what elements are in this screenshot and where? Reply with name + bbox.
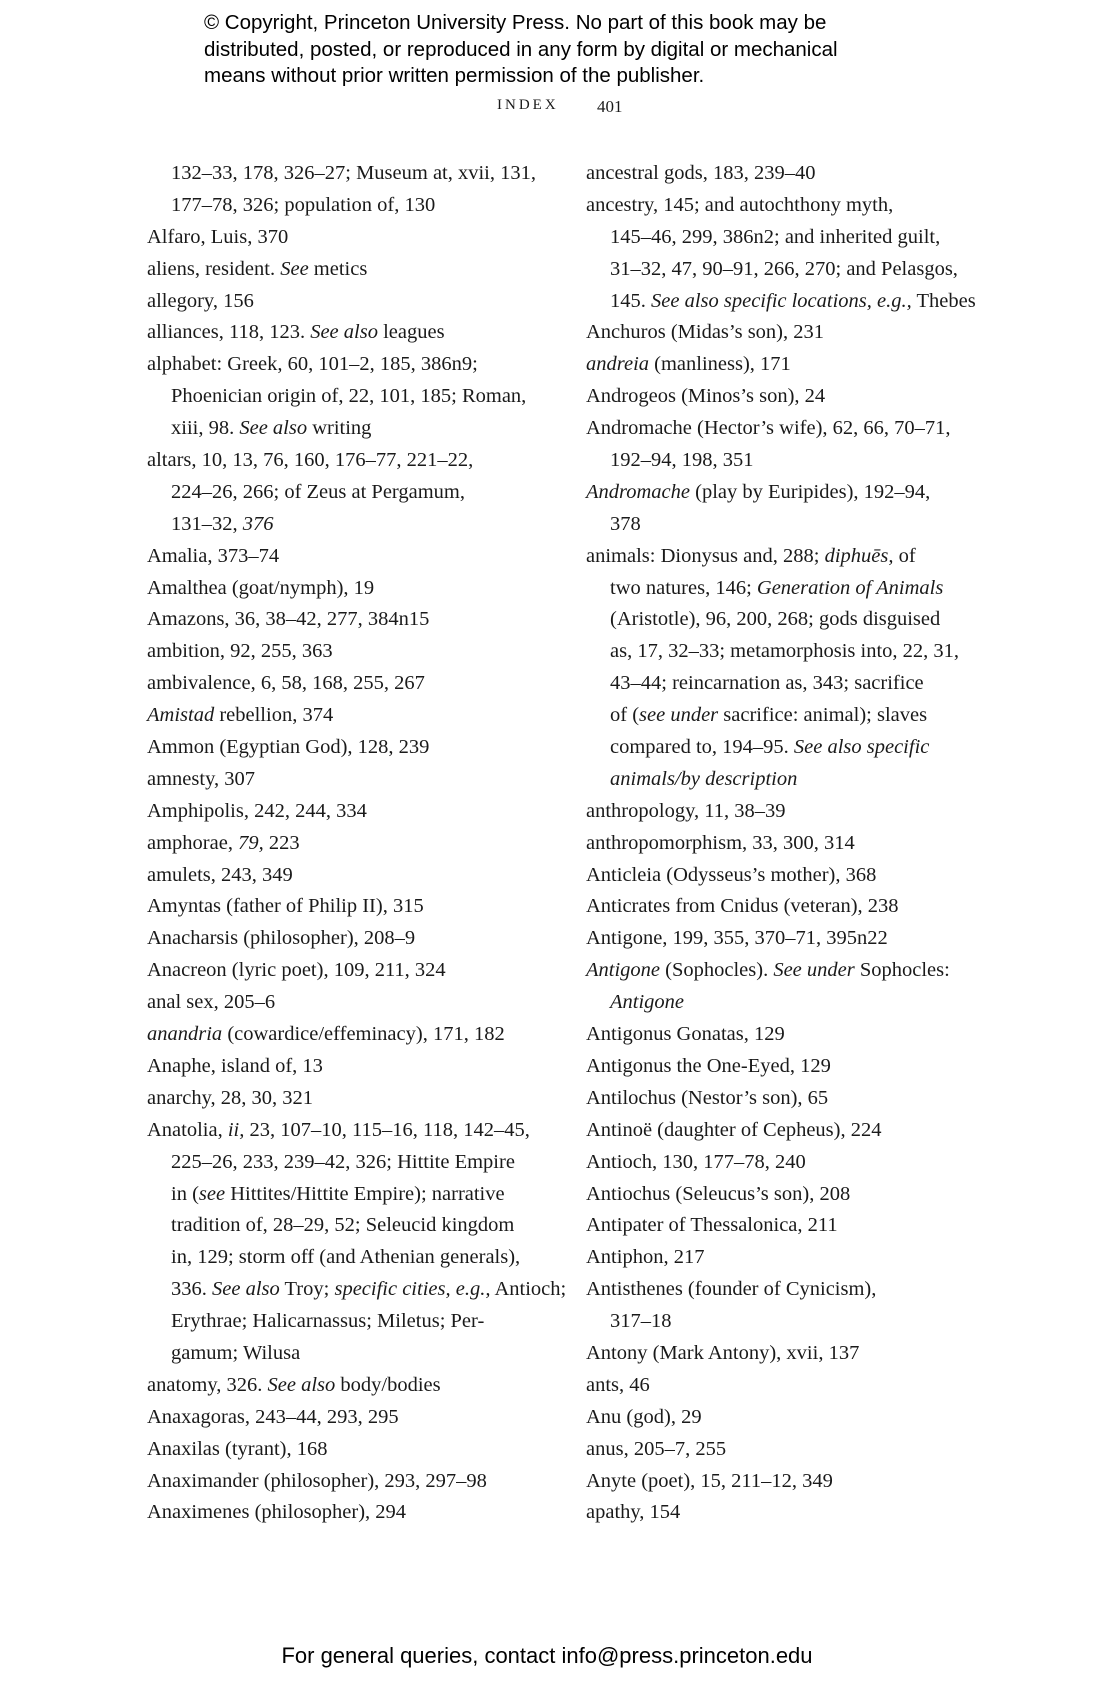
copyright-line: distributed, posted, or reproduced in any form by digital or mechanical: [204, 37, 838, 61]
index-entry: anarchy, 28, 30, 321: [147, 1086, 314, 1109]
index-entry: Antigone, 199, 355, 370–71, 395n22: [586, 927, 888, 950]
index-entry: anthropomorphism, 33, 300, 314: [586, 831, 855, 854]
index-entry: allegory, 156: [147, 289, 254, 312]
index-entry: alliances, 118, 123. See also leagues: [147, 321, 445, 344]
index-entry: Amalia, 373–74: [147, 544, 280, 567]
index-entry: Antinoë (daughter of Cepheus), 224: [586, 1118, 882, 1141]
index-entry: amnesty, 307: [147, 767, 255, 790]
index-entry: Amistad rebellion, 374: [147, 704, 334, 727]
index-entry: Anchuros (Midas’s son), 231: [586, 321, 825, 344]
index-entry: Antisthenes (founder of Cynicism),: [586, 1278, 877, 1301]
index-entry: Amalthea (goat/nymph), 19: [147, 576, 375, 599]
index-entry: Amazons, 36, 38–42, 277, 384n15: [147, 608, 430, 631]
index-entry: Anticleia (Odysseus’s mother), 368: [586, 863, 877, 886]
index-entry: apathy, 154: [586, 1501, 681, 1524]
index-column-left: [147, 158, 567, 1529]
index-entry: anus, 205–7, 255: [586, 1437, 727, 1460]
index-entry: Amphipolis, 242, 244, 334: [147, 799, 367, 822]
index-entry-continuation: 43–44; reincarnation as, 343; sacrifice: [610, 672, 924, 695]
index-entry-continuation: Phoenician origin of, 22, 101, 185; Roman,: [171, 385, 527, 408]
index-entry: altars, 10, 13, 76, 160, 176–77, 221–22,: [147, 449, 474, 472]
index-entry-continuation: 145. See also specific locations, e.g., Thebes: [610, 289, 976, 312]
index-entry: Anyte (poet), 15, 211–12, 349: [586, 1469, 833, 1492]
index-entry: Anaximenes (philosopher), 294: [147, 1501, 407, 1524]
index-entry: ants, 46: [586, 1373, 650, 1396]
index-entry: ancestral gods, 183, 239–40: [586, 162, 816, 184]
index-entry: anal sex, 205–6: [147, 991, 276, 1014]
index-entry: Anacharsis (philosopher), 208–9: [147, 927, 416, 950]
index-entry: ancestry, 145; and autochthony myth,: [586, 193, 894, 216]
index-entry: Antioch, 130, 177–78, 240: [586, 1150, 806, 1173]
index-entry: andreia (manliness), 171: [586, 353, 791, 376]
index-entry: ambition, 92, 255, 363: [147, 640, 333, 663]
index-entry: Amyntas (father of Philip II), 315: [147, 895, 424, 918]
index-entry: Andromache (Hector’s wife), 62, 66, 70–71,: [586, 417, 951, 440]
index-entry-continuation: 224–26, 266; of Zeus at Pergamum,: [171, 480, 465, 503]
index-entry: Antigone (Sophocles). See under Sophocles:: [586, 959, 950, 982]
index-column-right: [586, 158, 1006, 1529]
index-entry-continuation: xiii, 98. See also writing: [171, 417, 372, 440]
index-entry-continuation: in (see Hittites/Hittite Empire); narrative: [171, 1182, 505, 1205]
index-entry: animals: Dionysus and, 288; diphuēs, of: [586, 544, 916, 567]
index-entry: Antigonus Gonatas, 129: [586, 1023, 785, 1046]
index-entry: Antipater of Thessalonica, 211: [586, 1214, 838, 1237]
index-entry-continuation: 192–94, 198, 351: [610, 449, 754, 472]
index-entry-continuation: 31–32, 47, 90–91, 266, 270; and Pelasgos,: [610, 257, 958, 280]
index-entry: anandria (cowardice/effeminacy), 171, 182: [147, 1023, 505, 1046]
index-entry: anatomy, 326. See also body/bodies: [147, 1373, 441, 1396]
index-entry: Antiphon, 217: [586, 1246, 705, 1269]
index-entry-continuation: tradition of, 28–29, 52; Seleucid kingdom: [171, 1214, 515, 1237]
index-entry-continuation: as, 17, 32–33; metamorphosis into, 22, 31,: [610, 640, 960, 663]
index-entry-continuation: compared to, 194–95. See also specific: [610, 736, 930, 759]
index-entry-continuation: (Aristotle), 96, 200, 268; gods disguised: [610, 608, 941, 631]
index-entry-continuation: animals/by description: [610, 767, 798, 790]
index-entry: Anatolia, ii, 23, 107–10, 115–16, 118, 142–45,: [147, 1118, 530, 1141]
index-entry-continuation: 131–32, 376: [171, 512, 274, 535]
index-entry-continuation: 317–18: [610, 1310, 672, 1333]
index-entry-continuation: two natures, 146; Generation of Animals: [610, 576, 944, 599]
copyright-line: © Copyright, Princeton University Press. No part of this book may be: [204, 11, 827, 34]
index-entry-continuation: 177–78, 326; population of, 130: [171, 193, 436, 216]
index-entry: anthropology, 11, 38–39: [586, 799, 786, 822]
index-entry: Anaphe, island of, 13: [147, 1054, 323, 1077]
page-number: 401: [597, 97, 623, 116]
index-entry: Anacreon (lyric poet), 109, 211, 324: [147, 959, 446, 982]
index-entry: Anaximander (philosopher), 293, 297–98: [147, 1469, 487, 1492]
footer-contact: For general queries, contact info@press.princeton.edu: [281, 1643, 813, 1668]
index-entry: Antony (Mark Antony), xvii, 137: [586, 1341, 860, 1364]
running-head-label: INDEX: [497, 97, 559, 113]
index-entry: Anu (god), 29: [586, 1405, 702, 1428]
index-entry: Ammon (Egyptian God), 128, 239: [147, 736, 430, 759]
index-entry: Anaxagoras, 243–44, 293, 295: [147, 1405, 399, 1428]
index-entry: alphabet: Greek, 60, 101–2, 185, 386n9;: [147, 353, 478, 376]
index-entry: Anticrates from Cnidus (veteran), 238: [586, 895, 899, 918]
copyright-line: means without prior written permission of the publisher.: [204, 64, 705, 87]
index-entry: Anaxilas (tyrant), 168: [147, 1437, 328, 1460]
footer: [0, 1643, 1100, 1669]
index-entry-continuation: 145–46, 299, 386n2; and inherited guilt,: [610, 225, 941, 248]
index-entry-continuation: Antigone: [610, 991, 685, 1014]
index-entry-continuation: gamum; Wilusa: [171, 1341, 301, 1364]
index-entry-continuation: 378: [610, 512, 641, 535]
index-entry: Antigonus the One-Eyed, 129: [586, 1054, 831, 1077]
index-entry: Antilochus (Nestor’s son), 65: [586, 1086, 829, 1109]
index-entry-continuation: of (see under sacrifice: animal); slaves: [610, 704, 928, 727]
index-entry: aliens, resident. See metics: [147, 257, 368, 280]
copyright-notice: [204, 10, 924, 90]
index-entry-continuation: in, 129; storm off (and Athenian generals),: [171, 1246, 521, 1269]
index-entry: Andromache (play by Euripides), 192–94,: [586, 480, 931, 503]
index-entry: Alfaro, Luis, 370: [147, 225, 289, 248]
index-entry: Antiochus (Seleucus’s son), 208: [586, 1182, 851, 1205]
index-entry: ambivalence, 6, 58, 168, 255, 267: [147, 672, 425, 695]
index-entry: Androgeos (Minos’s son), 24: [586, 385, 826, 408]
index-entry-continuation: 336. See also Troy; specific cities, e.g., Antioch;: [171, 1278, 567, 1301]
index-entry-continuation: Erythrae; Halicarnassus; Miletus; Per-: [171, 1310, 485, 1333]
index-entry: amulets, 243, 349: [147, 863, 293, 886]
index-entry-continuation: 132–33, 178, 326–27; Museum at, xvii, 131,: [171, 162, 537, 184]
index-entry: amphorae, 79, 223: [147, 831, 300, 854]
index-entry-continuation: 225–26, 233, 239–42, 326; Hittite Empire: [171, 1150, 515, 1173]
